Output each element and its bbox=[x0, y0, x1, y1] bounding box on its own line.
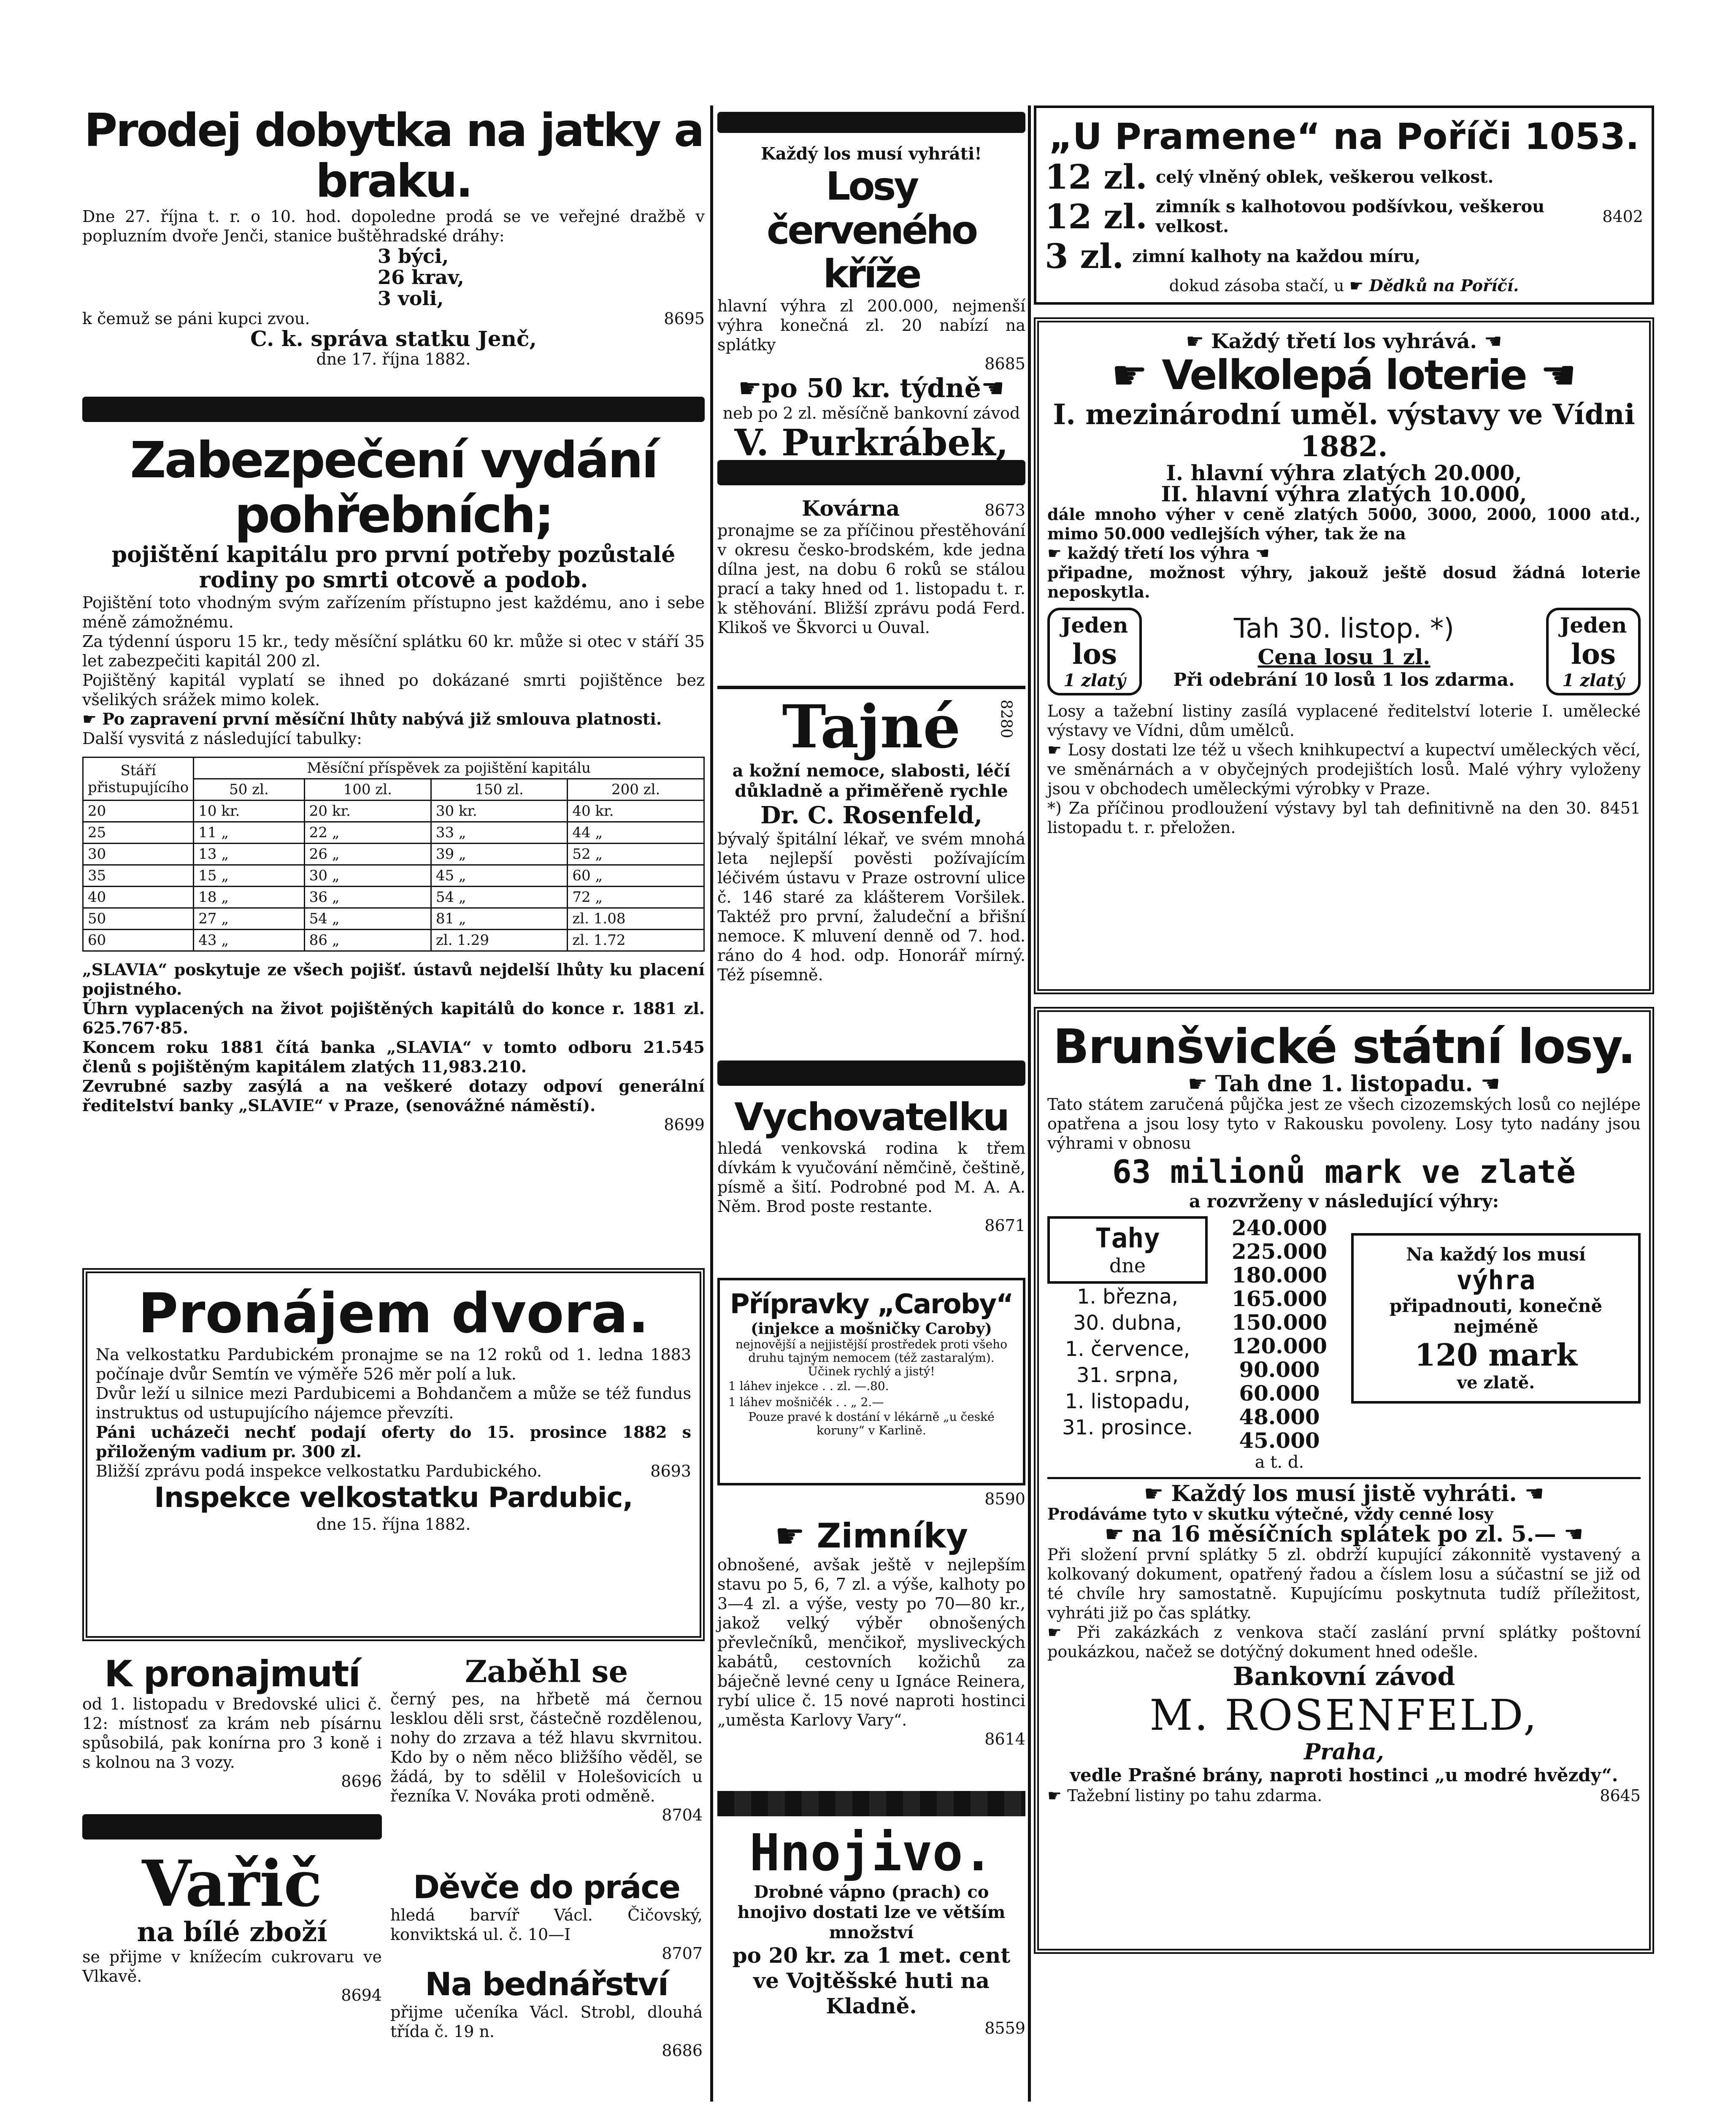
table-row bbox=[83, 930, 704, 951]
ad-subtitle: pojištění kapitálu pro první potřeby pozůstalé rodiny po smrti otcově a podob. bbox=[111, 542, 676, 593]
cell: 25 bbox=[83, 822, 194, 844]
ad-number: 8704 bbox=[662, 1806, 703, 1824]
ad-text: neb po 2 zl. měsíčně bankovní závod bbox=[722, 404, 1020, 422]
pointing-hand-icon: ☛ bbox=[1111, 352, 1162, 399]
ad-text: černý pes, na hřbetě má černou lesklou děli srst, částečně rozdělenou, nohy do zrzava a též hlavu skvrnitou. Kdo by o něm něco bližšího věděl, se žádá, by to sdělil v Holešovicích u řezníka V. Nováka proti odměně. bbox=[390, 1690, 703, 1805]
price-row bbox=[1045, 157, 1643, 197]
ad-number: 8673 bbox=[984, 501, 1025, 519]
company-name: V. Purkrábek, bbox=[734, 422, 1009, 464]
price: po 50 kr. týdně bbox=[762, 373, 981, 403]
prize-amounts bbox=[1216, 1216, 1343, 1472]
ad-text: Drobné vápno (prach) co hnojivo dostati lze ve větším množství bbox=[737, 1882, 1006, 1942]
col-header: 200 zl. bbox=[568, 779, 704, 801]
footnote: *) Za příčinou prodloužení výstavy byl tah definitivně na den 30. listopadu t. r. přeložen. bbox=[1047, 799, 1592, 837]
price-row bbox=[717, 373, 1025, 403]
cell: 44 „ bbox=[568, 822, 704, 844]
amount: 63 milionů mark ve zlatě bbox=[1112, 1153, 1576, 1190]
amount: 45.000 bbox=[1239, 1428, 1320, 1453]
amount: 60.000 bbox=[1239, 1381, 1320, 1406]
insurance-table bbox=[82, 757, 705, 952]
pointing-hand-icon: ☛ bbox=[82, 710, 103, 728]
pointing-hand-icon: ☚ bbox=[1556, 1522, 1584, 1547]
ad-header bbox=[717, 693, 1025, 761]
main-prize: II. hlavní výhra zlatých 10.000, bbox=[1161, 482, 1527, 506]
doctor-name: Dr. C. Rosenfeld, bbox=[760, 801, 982, 829]
ad-u-pramene bbox=[1034, 106, 1654, 305]
tahy-label: Tahy bbox=[1095, 1223, 1160, 1254]
col-header: 150 zl. bbox=[431, 779, 568, 801]
ad-text-row bbox=[1047, 544, 1641, 563]
ad-text: přijme učeníka Václ. Strobl, dlouhá třída č. 19 n. bbox=[390, 2003, 703, 2041]
cell: 33 „ bbox=[431, 822, 568, 844]
signature: Inspekce velkostatku Pardubic, bbox=[154, 1481, 633, 1514]
pointing-hand-icon: ☛ bbox=[1186, 330, 1211, 353]
cell: 30 „ bbox=[304, 865, 431, 887]
ad-number: 8559 bbox=[984, 2019, 1025, 2037]
ticket-info bbox=[1150, 613, 1538, 690]
price-text: zimní kalhoty na každou míru, bbox=[1132, 246, 1421, 266]
ad-text: Při zakázkách z venkova stačí zaslání první splátky poštovní poukázkou, načež se dotýčný dokument hned odešle. bbox=[1047, 1623, 1641, 1661]
ad-vienna-lottery bbox=[1034, 317, 1654, 994]
ad-number: 8699 bbox=[664, 1115, 705, 1134]
left-small-ads bbox=[82, 1654, 382, 2063]
paragraph: Bližší zprávu podá inspekce velkostatku Pardubického. bbox=[96, 1462, 542, 1480]
bank-address: vedle Prašné brány, naproti hostinci „u modré hvězdy“. bbox=[1070, 1765, 1618, 1785]
separator-bar bbox=[717, 1060, 1025, 1086]
ad-number: 8696 bbox=[341, 1772, 382, 1791]
column-rule-1 bbox=[710, 106, 713, 2102]
date: 31. prosince. bbox=[1062, 1416, 1193, 1439]
ad-text: dokud zásoba stačí, u bbox=[1169, 276, 1344, 295]
badge-text: 1 zlatý bbox=[1063, 671, 1126, 690]
ad-cooper bbox=[390, 1965, 703, 2060]
badge-text: Jeden bbox=[1061, 613, 1128, 638]
ad-text: Tažební listiny po tahu zdarma. bbox=[1067, 1786, 1322, 1805]
col-header: 50 zl. bbox=[194, 779, 305, 801]
ad-text: Dne 27. října t. r. o 10. hod. dopoledne prodá se ve veřejné dražbě v popluzním dvoře Jenči, stanice buštěhradské dráhy: bbox=[82, 207, 705, 245]
ad-governess bbox=[717, 1096, 1025, 1265]
pointing-hand-icon: ☛ bbox=[1047, 1786, 1068, 1805]
table-row bbox=[83, 801, 704, 822]
ad-title: „U Pramene“ na Poříči 1053. bbox=[1049, 116, 1639, 158]
cell: 18 „ bbox=[194, 887, 305, 908]
separator-bar bbox=[717, 1791, 1025, 1816]
ad-text: dále mnoho výher v ceně zlatých 5000, 3000, 2000, 1000 atd., mimo 50.000 vedlejších výher, tak že na bbox=[1047, 505, 1641, 543]
split-row bbox=[1047, 1521, 1641, 1547]
closing-row bbox=[82, 309, 705, 328]
separator-bar bbox=[717, 112, 1025, 133]
ad-title: Prodej dobytka na jatky a braku. bbox=[84, 104, 703, 208]
sale-text: Pouze pravé k dostání v lékárně „u české koruny“ v Karlině. bbox=[748, 1410, 995, 1437]
ticket-price: Cena losu 1 zl. bbox=[1257, 644, 1430, 669]
pointing-hand-icon: ☚ bbox=[1526, 352, 1577, 399]
ad-number: 8685 bbox=[984, 354, 1025, 373]
cell: 60 „ bbox=[568, 865, 704, 887]
table-row bbox=[83, 887, 704, 908]
ad-text: připadne, možnost výhry, jakouž ještě dosud žádná loterie neposkytla. bbox=[1047, 563, 1641, 601]
prize-area bbox=[1047, 1216, 1641, 1472]
cell: zl. 1.29 bbox=[431, 930, 568, 951]
ad-text: obnošené, avšak ještě v nejlepším stavu po 5, 6, 7 zl. a výše, kalhoty po 3—4 zl. a výše, vesty po 70—80 kr., jakož velký výběr obnošených převlečníků, menčikoř, mysliveckých kabátů, cestovních kožichů za báječně levné ceny u Ignáce Reinera, rybí ulice č. 15 nové naproti hostinci „uměsta Karlovy Vary“. bbox=[717, 1555, 1025, 1729]
ad-text-bold: Dědků na Poříčí. bbox=[1369, 276, 1519, 295]
ad-text: pronajme se za příčinou přestěhování v okresu česko-brodském, kde jedna dílna jest, na dobu 6 roků se stálou prací a taky hned od 1. listopadu t. r. k stěhování. Bližší zprávu podá Ferd. Klikoš ve Škvorci u Ouval. bbox=[717, 521, 1025, 637]
date: dne 17. října 1882. bbox=[316, 350, 471, 368]
closing-text: k čemuž se páni kupci zvou. bbox=[82, 309, 310, 328]
ad-title: Přípravky „Caroby“ bbox=[730, 1289, 1013, 1320]
row bbox=[96, 1461, 691, 1481]
ad-maid bbox=[390, 1868, 703, 1963]
paragraph: Zevrubné sazby zasýlá a na veškeré dotazy odpoví generální ředitelství banky „SLAVIE“ v Praze, (senovážné náměstí). bbox=[82, 1077, 705, 1115]
side-number: 8280 bbox=[997, 699, 1015, 738]
ad-subtitle: na bílé zboží bbox=[137, 1916, 327, 1948]
monthly-header: Měsíční příspěvek za pojištění kapitálu bbox=[194, 757, 704, 779]
ad-text: hlavní výhra zl 200.000, nejmenší výhra konečná zl. 20 nabízí na splátky bbox=[717, 297, 1025, 354]
draw-date: Tah dne 1. listopadu. bbox=[1215, 1071, 1473, 1097]
price-text: celý vlněný oblek, veškerou velkost. bbox=[1155, 167, 1494, 187]
price-text: zimník s kalhotovou podšívkou, veškerou velkost. bbox=[1155, 197, 1545, 236]
column-2 bbox=[717, 106, 1025, 2048]
ad-caroby bbox=[717, 1278, 1025, 1485]
cell: 13 „ bbox=[194, 844, 305, 865]
table-row bbox=[83, 844, 704, 865]
ad-title: Brunšvické státní losy. bbox=[1053, 1020, 1635, 1074]
pointing-hand-icon: ☛ bbox=[1047, 1623, 1077, 1642]
small-ads-row bbox=[82, 1654, 705, 2063]
ad-smithy bbox=[717, 496, 1025, 673]
ad-winter-coats bbox=[717, 1517, 1025, 1778]
pointing-hand-icon: ☚ bbox=[1517, 1481, 1544, 1507]
paragraph: Dvůr leží u silnice mezi Pardubicemi a Bohdančem a může se též fundus instruktus od ustupujícího nájemce převzíti. bbox=[96, 1384, 691, 1422]
date: 1. července, bbox=[1065, 1337, 1190, 1361]
footer-row bbox=[1045, 276, 1643, 295]
cell: 54 „ bbox=[431, 887, 568, 908]
ticket-badge-left bbox=[1047, 608, 1142, 695]
ad-text: ve Vojtěšské huti na Kladně. bbox=[753, 1968, 990, 2018]
ad-title: Děvče do práce bbox=[413, 1868, 680, 1906]
ad-title-row bbox=[717, 1517, 1025, 1555]
ad-text-row bbox=[1047, 740, 1641, 798]
ad-cattle-sale bbox=[82, 106, 705, 384]
cell: 10 kr. bbox=[194, 801, 305, 822]
pointing-hand-icon: ☚ bbox=[1473, 1071, 1501, 1097]
cell: zl. 1.72 bbox=[568, 930, 704, 951]
signature: C. k. správa statku Jenč, bbox=[250, 326, 537, 351]
cell: 50 bbox=[83, 908, 194, 930]
item: 3 býci, bbox=[378, 245, 449, 268]
tahy-box bbox=[1047, 1216, 1208, 1284]
ad-title: Velkolepá loterie bbox=[1162, 352, 1526, 399]
cell: 86 „ bbox=[304, 930, 431, 951]
ad-text: Při složení první splátky 5 zl. obdrží kupující zákonnitě vystavený a kolkovaný dokument, opatřený řadou a číslem losu a súčastní se již od té chvíle hry samostatně. Kupujícímu poskytnuta tudíž příležitost, vyhráti již po čas splátky. bbox=[1047, 1545, 1641, 1622]
every-ticket: Každý los musí jistě vyhráti. bbox=[1171, 1481, 1517, 1507]
tah-row bbox=[1047, 1071, 1641, 1097]
date: 31. srpna, bbox=[1076, 1363, 1179, 1387]
ad-text: hledá barvíř Václ. Čičovský, konviktská ul. č. 10—I bbox=[390, 1906, 703, 1944]
guarantee-text: Na každý los musí bbox=[1406, 1244, 1586, 1265]
pointing-hand-icon: ☚ bbox=[981, 373, 1005, 403]
pointing-hand-icon: ☛ bbox=[774, 1516, 817, 1555]
tl-row bbox=[1047, 1786, 1641, 1805]
ad-text: Losy a tažební listiny zasílá vyplacené ředitelství loterie I. umělecké výstavy ve Vídni, dům umělců. bbox=[1047, 702, 1641, 740]
price: po 20 kr. za 1 met. cent bbox=[732, 1943, 1011, 1968]
cell: 20 bbox=[83, 801, 194, 822]
pointing-hand-icon: ☛ bbox=[1104, 1522, 1132, 1547]
cell: 39 „ bbox=[431, 844, 568, 865]
col-header: 100 zl. bbox=[304, 779, 431, 801]
main-prize: I. hlavní výhra zlatých 20.000, bbox=[1166, 460, 1522, 485]
ad-title: Losy červeného kříže bbox=[766, 164, 976, 297]
guarantee-box bbox=[1351, 1233, 1641, 1404]
price: 12 zl. bbox=[1045, 197, 1147, 236]
draw-date: Tah 30. listop. *) bbox=[1233, 613, 1455, 644]
ad-number: 8671 bbox=[984, 1216, 1025, 1235]
ad-number: 8693 bbox=[650, 1462, 691, 1480]
ad-title: Vychovatelku bbox=[734, 1095, 1009, 1139]
guarantee-text: 120 mark bbox=[1414, 1337, 1577, 1373]
price-line: 1 láhev mošničék . . „ 2.— bbox=[728, 1395, 884, 1409]
bank-name: M. ROSENFELD, bbox=[1149, 1691, 1539, 1740]
ad-number: 8645 bbox=[1600, 1786, 1641, 1805]
paragraph: Úhrn vyplacených na život pojištěných kapitálů do konce r. 1881 zl. 625.767·85. bbox=[82, 999, 705, 1037]
cell: zl. 1.08 bbox=[568, 908, 704, 930]
ad-text-row bbox=[1047, 1623, 1641, 1661]
amount: 48.000 bbox=[1239, 1404, 1320, 1429]
ad-title: Na bednářství bbox=[425, 1965, 668, 2003]
paragraph-text: Po zapravení první měsíční lhůty nabývá již smlouva platnosti. bbox=[102, 709, 662, 728]
pointing-hand-icon: ☛ bbox=[1047, 544, 1068, 563]
paragraph: Koncem roku 1881 čítá banka „SLAVIA“ v tomto odboru 21.545 členů s pojištěným kapitálem zlatých 11,983.210. bbox=[82, 1038, 705, 1076]
paragraph: Za týdenní úsporu 15 kr., tedy měsíční splátku 60 kr. může si otec v stáří 35 let zabezpečiti kapitál 200 zl. bbox=[82, 632, 705, 670]
date: 30. dubna, bbox=[1073, 1311, 1182, 1335]
column-3 bbox=[1034, 106, 1654, 1967]
badge-text: los bbox=[1072, 638, 1117, 671]
ad-subtitle: I. mezinárodní uměl. výstavy ve Vídni 1882. bbox=[1053, 398, 1635, 463]
cell: 30 bbox=[83, 844, 194, 865]
date: 1. listopadu, bbox=[1065, 1390, 1190, 1413]
ad-title: Tajné bbox=[782, 693, 961, 762]
ad-number: 8451 bbox=[1600, 799, 1641, 817]
cell: 60 bbox=[83, 930, 194, 951]
column-rule-2 bbox=[1028, 106, 1031, 2102]
age-header: Stáří přistupujícího bbox=[83, 757, 194, 801]
paragraph: Pojištění toto vhodným svým zařízením přístupno jest každému, ano i sebe méně zámožnému. bbox=[82, 593, 705, 631]
amount: 180.000 bbox=[1231, 1263, 1328, 1288]
ad-text: každý třetí los výhra bbox=[1067, 544, 1250, 563]
guarantee-text: výhra bbox=[1456, 1265, 1536, 1296]
title-row bbox=[1047, 352, 1641, 398]
separator-bar bbox=[82, 1814, 382, 1839]
cell: 40 bbox=[83, 887, 194, 908]
ad-text: Losy dostati lze též u všech knihkupectví a kupectví uměleckých věcí, ve směnárnách a v obyčejných prodejištích losů. Malé výhry vyloženy jsou v obchodech uměleckými výrobky v Praze. bbox=[1047, 741, 1641, 798]
pointing-hand-icon: ☚ bbox=[1477, 330, 1502, 353]
price-row bbox=[1045, 236, 1643, 276]
bulk-offer: Při odebrání 10 losů 1 los zdarma. bbox=[1173, 669, 1515, 690]
price: 12 zl. bbox=[1045, 157, 1147, 197]
ad-title: K pronajmutí bbox=[104, 1653, 360, 1695]
cell: 22 „ bbox=[304, 822, 431, 844]
ad-text: bývalý špitální lékař, ve svém mnohá leta nejlepší pověsti požívajícím léčivém ústavu v Praze ostrovní ulice č. 146 staré za klášterem Voršilek. Taktéž pro první, žaludeční a břišní nemoce. K mluvení denně od 7. hod. ráno do 4 hod. odp. Honorář mírný. Též písemně. bbox=[717, 830, 1025, 984]
ticket-badge-right bbox=[1546, 608, 1641, 695]
amount: 165.000 bbox=[1231, 1286, 1328, 1311]
ad-number: 8694 bbox=[341, 1986, 382, 2004]
amount: 225.000 bbox=[1231, 1239, 1328, 1264]
pointing-hand-icon: ☚ bbox=[1249, 544, 1270, 563]
paragraph: Na velkostatku Pardubickém pronajme se na 12 roků od 1. ledna 1883 počínaje dvůr Semtín ve výměře 526 měr polí a luk. bbox=[96, 1345, 691, 1383]
cell: 15 „ bbox=[194, 865, 305, 887]
kicker-row bbox=[1047, 331, 1641, 352]
every-row bbox=[1047, 1477, 1641, 1507]
ad-number: 8402 bbox=[1602, 207, 1643, 226]
badge-text: 1 zlatý bbox=[1562, 671, 1625, 690]
installments: na 16 měsíčních splátek po zl. 5.— bbox=[1132, 1521, 1556, 1547]
separator-bar bbox=[82, 397, 705, 422]
ad-for-rent bbox=[82, 1654, 382, 1802]
date: 1. března, bbox=[1076, 1285, 1179, 1309]
paragraph: Páni ucházeči nechť podají oferty do 15. prosince 1882 s přiloženým vadium pr. 300 zl. bbox=[96, 1423, 691, 1461]
item: 3 voli, bbox=[378, 287, 444, 310]
pointing-hand-icon: ☛ bbox=[1187, 1071, 1215, 1097]
ad-number: 8614 bbox=[984, 1730, 1025, 1748]
cell: 81 „ bbox=[431, 908, 568, 930]
dne-label: dne bbox=[1109, 1254, 1146, 1277]
cell: 20 kr. bbox=[304, 801, 431, 822]
paragraph: Pojištěný kapitál vyplatí se ihned po dokázané smrti pojištěnce bez všelikých srážek mimo kolek. bbox=[82, 671, 705, 709]
ad-red-cross-lottery bbox=[717, 143, 1025, 484]
draw-dates bbox=[1047, 1216, 1208, 1441]
price-row bbox=[1045, 197, 1643, 236]
pointing-hand-icon: ☛ bbox=[738, 373, 762, 403]
ad-text: se přijme v knížecím cukrovaru ve Vlkavě. bbox=[82, 1948, 382, 1986]
amount: 120.000 bbox=[1231, 1334, 1328, 1358]
ad-lost-dog bbox=[390, 1654, 703, 1856]
ad-text: od 1. listopadu v Bredovské ulici č. 12: místnosť za krám neb písárnu spůsobilá, pak konírna pro 3 koně i s kolnou na 3 vozy. bbox=[82, 1695, 382, 1772]
ad-text: Tato státem zaručená půjčka jest ze všech cizozemských losů co nejlépe opatřena a jsou losy tyto v Rakousku povoleny. Losy tyto nadány jsou výhrami v obnosu bbox=[1047, 1095, 1641, 1152]
cell: 72 „ bbox=[568, 887, 704, 908]
ad-number: 8695 bbox=[664, 309, 705, 328]
guarantee-text: připadnouti, konečně nejméně bbox=[1389, 1296, 1603, 1337]
ad-title: Vařič bbox=[142, 1847, 322, 1921]
ad-title: Zimníky bbox=[817, 1516, 968, 1555]
ad-text: a rozvrženy v následující výhry: bbox=[1189, 1191, 1499, 1212]
ad-header bbox=[717, 496, 1025, 521]
footnote-row bbox=[1047, 798, 1641, 837]
rule bbox=[717, 686, 1025, 689]
price: 3 zl. bbox=[1045, 236, 1124, 276]
cell: 54 „ bbox=[304, 908, 431, 930]
date: dne 15. října 1882. bbox=[316, 1515, 471, 1534]
item: 26 krav, bbox=[378, 266, 464, 289]
ad-title: Zabezpečení vydání pohřebních; bbox=[130, 431, 657, 544]
cell: 35 bbox=[83, 865, 194, 887]
ad-title: Kovárna bbox=[802, 496, 900, 521]
table-row bbox=[83, 822, 704, 844]
ad-number: 8707 bbox=[662, 1944, 703, 1963]
cell: 43 „ bbox=[194, 930, 305, 951]
paragraph: „SLAVIA“ poskytuje ze všech pojišť. ústavů nejdelší lhůty ku placení pojistného. bbox=[82, 960, 705, 998]
ad-text: hledá venkovská rodina k třem dívkám k vyučování němčině, češtině, písmě a šití. Podrobné pod M. A. A. Něm. Brod poste restante. bbox=[717, 1139, 1025, 1216]
cell: 45 „ bbox=[431, 865, 568, 887]
ad-farm-lease bbox=[82, 1268, 705, 1641]
cell: 36 „ bbox=[304, 887, 431, 908]
paragraph: Další vysvitá z následující tabulky: bbox=[82, 729, 362, 748]
cell: 26 „ bbox=[304, 844, 431, 865]
ad-subtitle: (injekce a mošničky Caroby) bbox=[751, 1320, 992, 1338]
address: Praha, bredovská ulice 13. bbox=[739, 463, 1003, 484]
cell: 40 kr. bbox=[568, 801, 704, 822]
pointing-hand-icon: ☛ bbox=[1144, 1481, 1171, 1507]
amount: 150.000 bbox=[1231, 1310, 1328, 1335]
cell: 11 „ bbox=[194, 822, 305, 844]
price-line: 1 láhev injekce . . zl. —.80. bbox=[728, 1379, 889, 1393]
ad-text: nejnovější a nejjistější prostředek proti všeho druhu tajným nemocem (též zastaralým). Účinek rychlý a jistý! bbox=[735, 1337, 1008, 1378]
bank-label: Bankovní závod bbox=[1233, 1662, 1455, 1691]
ad-kicker: Každý třetí los vyhrává. bbox=[1211, 330, 1477, 353]
ad-subtitle: a kožní nemoce, slabosti, léčí důkladně a přiměřeně rychle bbox=[732, 761, 1011, 801]
paragraph-hand bbox=[82, 709, 705, 729]
ad-title: Zaběhl se bbox=[465, 1653, 628, 1689]
badge-text: Jeden bbox=[1560, 613, 1627, 638]
amount: 240.000 bbox=[1231, 1215, 1328, 1240]
table-row bbox=[83, 908, 704, 930]
ad-title: Hnojivo. bbox=[749, 1824, 993, 1883]
pointing-hand-icon: ☛ bbox=[1047, 741, 1068, 759]
ad-text: Prodáváme tyto v skutku výtečné, vždy cenné losy bbox=[1047, 1504, 1493, 1523]
cell: 52 „ bbox=[568, 844, 704, 865]
ad-funeral-insurance bbox=[82, 433, 705, 1255]
column-1 bbox=[82, 106, 705, 2063]
items-list bbox=[378, 246, 705, 309]
badge-text: los bbox=[1571, 638, 1616, 671]
pointing-hand-icon: ☛ bbox=[1349, 276, 1369, 295]
cell: 30 kr. bbox=[431, 801, 568, 822]
ad-title: Pronájem dvora. bbox=[138, 1281, 649, 1345]
guarantee-text: ve zlatě. bbox=[1457, 1373, 1535, 1393]
ad-number: 8590 bbox=[984, 1490, 1025, 1508]
ad-number: 8686 bbox=[662, 2041, 703, 2060]
atd: a t. d. bbox=[1255, 1453, 1304, 1472]
ticket-row bbox=[1047, 608, 1641, 695]
ad-brunswick-lottery bbox=[1034, 1007, 1654, 1954]
right-small-ads bbox=[390, 1654, 703, 2063]
bank-city: Praha, bbox=[1304, 1739, 1384, 1765]
ad-cook bbox=[82, 1847, 382, 2004]
ad-fertilizer bbox=[717, 1825, 1025, 2036]
ad-secret-diseases bbox=[717, 693, 1025, 1048]
cell: 27 „ bbox=[194, 908, 305, 930]
table-row bbox=[83, 865, 704, 887]
amount: 90.000 bbox=[1239, 1357, 1320, 1382]
ad-kicker: Každý los musí vyhráti! bbox=[761, 144, 982, 164]
